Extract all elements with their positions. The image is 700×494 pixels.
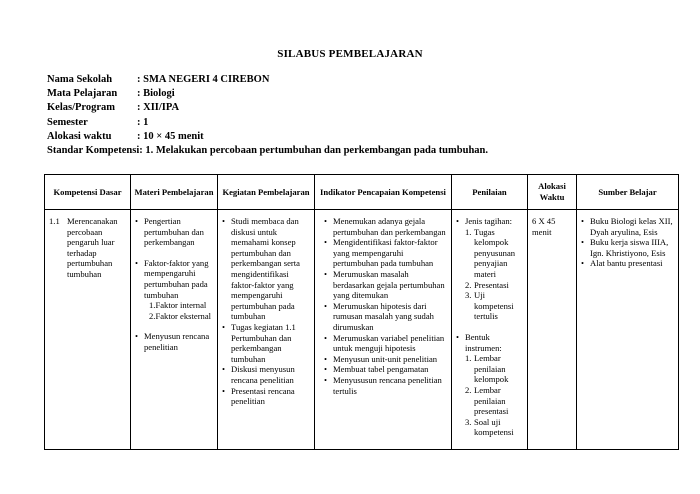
meta-row	[47, 130, 488, 144]
list-item: • Menyusun unit-unit penelitian	[324, 354, 447, 365]
list-item: • Merumuskan hipotesis dari rumusan masalah yang sudah dirumuskan	[324, 301, 447, 333]
sub-item: 1.Faktor internal	[149, 300, 207, 311]
header-kompetensi-dasar: Kompetensi Dasar	[45, 175, 131, 210]
meta-value: : Biologi	[137, 88, 175, 100]
meta-value: : 1	[137, 116, 149, 128]
list-item: • Pengertian pertumbuhan dan perkembangan	[135, 216, 213, 248]
list-item: • Merumuskan variabel penelitian untuk menguji hipotesis	[324, 333, 447, 354]
meta-row	[47, 87, 488, 101]
kd-text: Merencanakan percobaan pengaruh luar terhadap pertumbuhan tumbuhan	[67, 216, 118, 279]
list-item: • Menemukan adanya gejala pertumbuhan dan perkembangan	[324, 216, 447, 237]
meta-key: Mata Pelajaran	[47, 88, 118, 100]
list-item: • Merumuskan masalah berdasarkan gejala pertumbuhan yang ditemukan	[324, 269, 447, 301]
list-item: 1. Tugas kelompok penyusunan penyajian materi	[465, 226, 516, 279]
syllabus-table	[44, 174, 679, 450]
header-kegiatan: Kegiatan Pembelajaran	[218, 175, 315, 210]
meta-key: Nama Sekolah	[47, 74, 113, 85]
list-item: • Studi membaca dan diskusi untuk memahami konsep pertumbuhan dan perkembangan serta mengidentifikasi faktor-faktor yang mempengaruhi pertumbuhan pada tumbuhan	[222, 216, 310, 322]
header-alokasi: Alokasi Waktu	[528, 175, 577, 210]
cell-penilaian	[452, 210, 528, 450]
list-item: • Tugas kegiatan 1.1 Pertumbuhan dan perkembangan tumbuhan	[222, 322, 310, 364]
sub-item: 2.Faktor eksternal	[149, 310, 212, 321]
document-meta	[47, 73, 488, 158]
list-item: • Bentuk instrumen: 1. Lembar penilaian kelompok 2. Lembar penilaian presentasi 3. Soal uji kompetensi	[456, 332, 523, 438]
list-item: 3. Uji kompetensi tertulis	[465, 290, 514, 322]
kd-number: 1.1	[49, 216, 60, 226]
standar-kompetensi: Standar Kompetensi: 1. Melakukan percobaan pertumbuhan dan perkembangan pada tumbuhan.	[47, 145, 489, 157]
list-item: 3. Soal uji kompetensi	[465, 416, 514, 438]
header-sumber: Sumber Belajar	[577, 175, 679, 210]
list-item: • Membuat tabel pengamatan	[324, 364, 447, 375]
header-penilaian: Penilaian	[452, 175, 528, 210]
meta-value: : 10 × 45 menit	[137, 130, 204, 142]
table-row	[45, 210, 679, 450]
list-item: • Menyususun rencana penelitian tertulis	[324, 375, 447, 396]
cell-materi	[131, 210, 218, 450]
cell-kegiatan	[218, 210, 315, 450]
list-item: • Alat bantu presentasi	[581, 258, 674, 269]
list-item: • Jenis tagihan: 1. Tugas kelompok penyusunan penyajian materi 2. Presentasi 3. Uji kompetensi tertulis	[456, 216, 523, 322]
meta-value: : SMA NEGERI 4 CIREBON	[137, 74, 270, 85]
list-item: 2. Lembar penilaian presentasi	[465, 384, 509, 417]
list-item: • Buku Biologi kelas XII, Dyah aryulina, Esis	[581, 216, 674, 237]
list-item: • Mengidentifikasi faktor-faktor yang mempengaruhi pertumbuhan pada tumbuhan	[324, 237, 447, 269]
meta-key: Kelas/Program	[47, 102, 116, 114]
meta-row	[47, 116, 488, 130]
page-title: SILABUS PEMBELAJARAN	[277, 48, 423, 60]
table-header-row	[45, 175, 679, 210]
meta-row	[47, 101, 488, 115]
cell-indikator	[315, 210, 452, 450]
list-item: • Diskusi menyusun rencana penelitian	[222, 364, 310, 385]
meta-key: Alokasi waktu	[47, 130, 112, 142]
meta-key: Semester	[47, 116, 88, 128]
list-item: 2. Presentasi	[465, 279, 509, 290]
list-item: • Faktor-faktor yang mempengaruhi pertumbuhan pada tumbuhan 1.Faktor internal 2.Faktor eksternal	[135, 258, 213, 322]
cell-sumber	[577, 210, 679, 450]
cell-alokasi: 6 X 45 menit	[528, 210, 577, 450]
list-item: • Presentasi rencana penelitian	[222, 386, 310, 407]
header-materi: Materi Pembelajaran	[131, 175, 218, 210]
cell-kompetensi-dasar	[45, 210, 131, 450]
header-indikator: Indikator Pencapaian Kompetensi	[315, 175, 452, 210]
list-item: 1. Lembar penilaian kelompok	[465, 353, 509, 385]
meta-value: : XII/IPA	[137, 102, 180, 114]
list-item: • Buku kerja siswa IIIA, Ign. Khristiyono, Esis	[581, 237, 674, 258]
meta-row	[47, 73, 488, 87]
list-item: • Menyusun rencana penelitian	[135, 331, 213, 352]
